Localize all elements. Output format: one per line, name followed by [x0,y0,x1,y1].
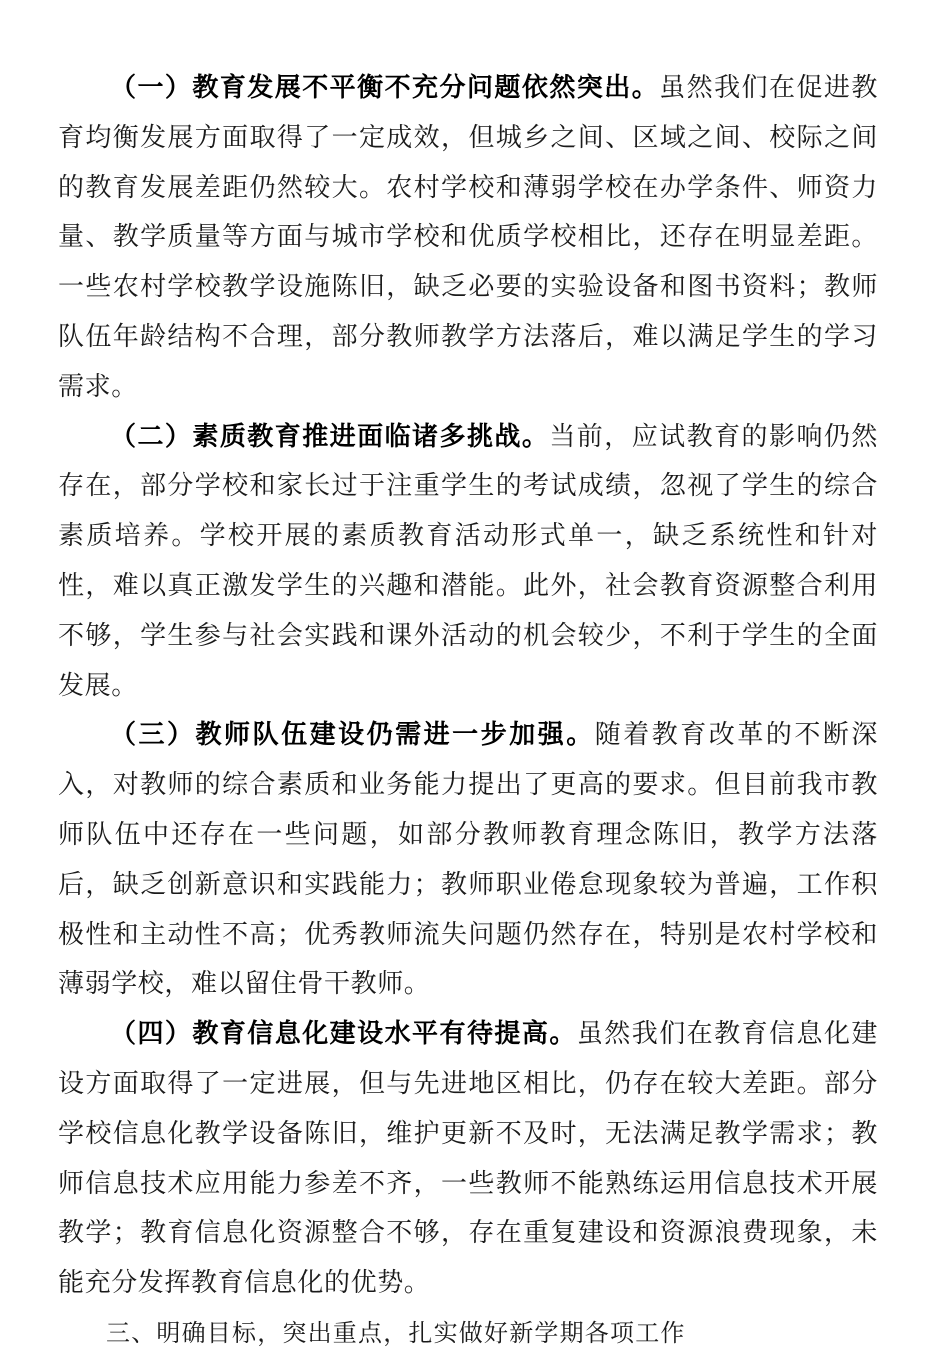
paragraph-3-body: 随着教育改革的不断深入，对教师的综合素质和业务能力提出了更高的要求。但目前我市教师队伍中还存在一些问题，如部分教师教育理念陈旧，教学方法落后，缺乏创新意识和实践能力；教师职业倦怠现象较为普遍，工作积极性和主动性不高；优秀教师流失问题仍然存在，特别是农村学校和薄弱学校，难以留住骨干教师。 [58,720,878,1000]
document-page [58,64,878,1359]
paragraph-2 [58,413,878,712]
section-heading: 三、明确目标，突出重点，扎实做好新学期各项工作 [106,1318,686,1347]
paragraph-2-lead: （二）素质教育推进面临诸多挑战。 [110,421,550,452]
paragraph-1 [58,64,878,413]
paragraph-2-body: 当前，应试教育的影响仍然存在，部分学校和家长过于注重学生的考试成绩，忽视了学生的综合素质培养。学校开展的素质教育活动形式单一，缺乏系统性和针对性，难以真正激发学生的兴趣和潜能。此外，社会教育资源整合利用不够，学生参与社会实践和课外活动的机会较少，不利于学生的全面发展。 [58,421,878,701]
paragraph-4-body: 虽然我们在教育信息化建设方面取得了一定进展，但与先进地区相比，仍存在较大差距。部分学校信息化教学设备陈旧，维护更新不及时，无法满足教学需求；教师信息技术应用能力参差不齐，一些教师不能熟练运用信息技术开展教学；教育信息化资源整合不够，存在重复建设和资源浪费现象，未能充分发挥教育信息化的优势。 [58,1019,879,1299]
paragraph-1-body: 虽然我们在促进教育均衡发展方面取得了一定成效，但城乡之间、区域之间、校际之间的教育发展差距仍然较大。农村学校和薄弱学校在办学条件、师资力量、教学质量等方面与城市学校和优质学校相比，还存在明显差距。一些农村学校教学设施陈旧，缺乏必要的实验设备和图书资料；教师队伍年龄结构不合理，部分教师教学方法落后，难以满足学生的学习需求。 [58,73,878,402]
paragraph-1-lead: （一）教育发展不平衡不充分问题依然突出。 [110,73,660,103]
paragraph-3-lead: （三）教师队伍建设仍需进一步加强。 [110,720,595,751]
paragraph-3 [58,711,878,1010]
paragraph-4 [58,1010,878,1309]
paragraph-4-lead: （四）教育信息化建设水平有待提高。 [110,1019,577,1050]
